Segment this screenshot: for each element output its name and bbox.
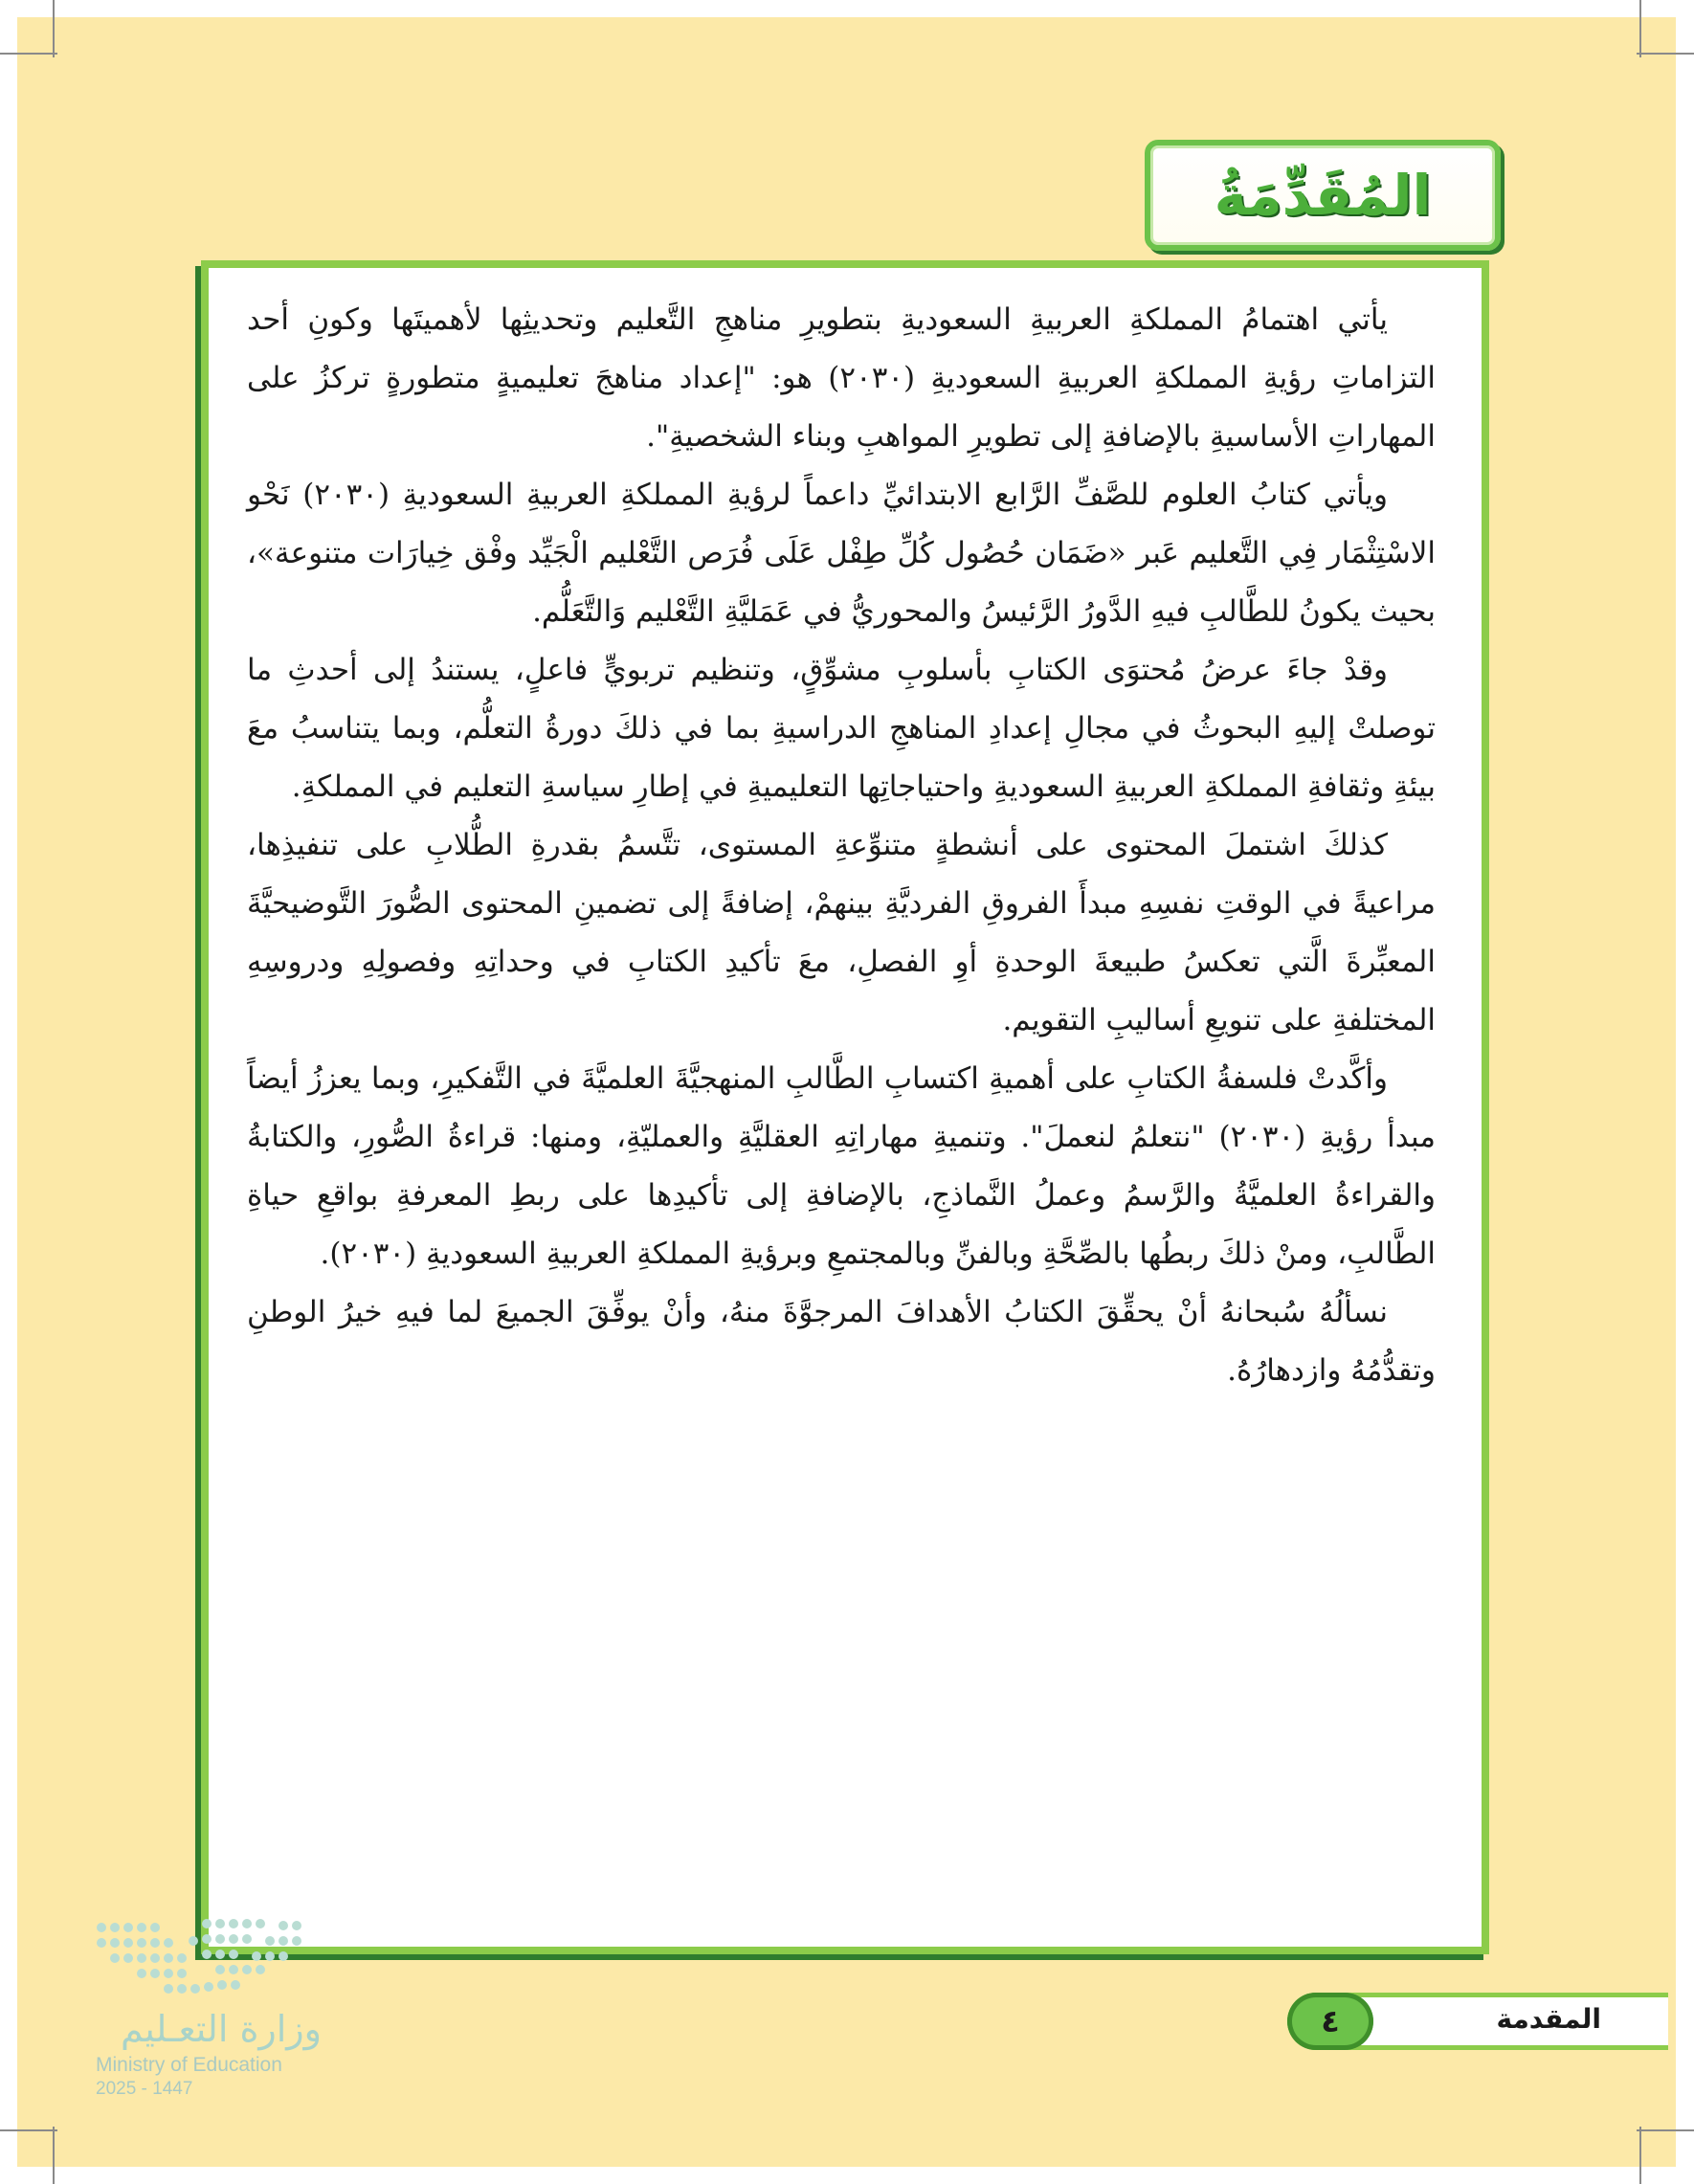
ministry-year: 2025 - 1447 bbox=[96, 2079, 193, 2099]
page-title: المُقَدِّمَةُ bbox=[1214, 163, 1432, 228]
paragraph: وأكَّدتْ فلسفةُ الكتابِ على أهميةِ اكتسابِ الطَّالبِ المنهجيَّةَ العلميَّةَ في التَّفكيرِ، وبما يعززُ أيضاً مبدأ رؤيةِ (٢٠٣٠) "نتعلمُ لنعملَ". وتنميةِ مهاراتِهِ العقليَّةِ والعمليّةِ، ومنها: قراءةُ الصُّورِ، والكتابةُ والقراءةُ العلميَّةُ والرَّسمُ وعملُ النَّماذجِ، بالإضافةِ إلى تأكيدِها على ربطِ المعرفةِ بواقعِ حياةِ الطَّالبِ، ومنْ ذلكَ ربطُها بالصِّحَّةِ وبالفنِّ وبالمجتمعِ وبرؤيةِ المملكةِ العربيةِ السعوديةِ (٢٠٣٠). bbox=[247, 1061, 1436, 1271]
ministry-name-arabic: وزارة التعـليم bbox=[120, 2008, 322, 2050]
paragraph: يأتي اهتمامُ المملكةِ العربيةِ السعوديةِ بتطويرِ مناهجِ التَّعليم وتحديثِها لأهميتَها وكونِ أحد التزاماتِ رؤيةِ المملكةِ العربيةِ السعوديةِ (٢٠٣٠) هو: "إعداد مناهجَ تعليميةٍ متطورةٍ تركزُ على المهاراتِ الأساسيةِ بالإضافةِ إلى تطويرِ المواهبِ وبناء الشخصيةِ". bbox=[247, 302, 1437, 454]
content-box bbox=[201, 260, 1489, 1954]
paragraph: نسألُهُ سُبحانهُ أنْ يحقِّقَ الكتابُ الأهدافَ المرجوَّةَ منهُ، وأنْ يوفِّقَ الجميعَ لما فيهِ خيرُ الوطنِ وتقدُّمُهُ وازدهارُهُ. bbox=[247, 1295, 1436, 1388]
page-number: ٤ bbox=[1287, 1993, 1373, 2050]
crop-mark bbox=[0, 2129, 57, 2131]
crop-mark bbox=[1637, 2129, 1694, 2131]
crop-mark bbox=[1637, 53, 1694, 55]
paragraph: كذلكَ اشتملَ المحتوى على أنشطةٍ متنوِّعةِ المستوى، تتَّسمُ بقدرةِ الطُّلابِ على تنفيذِها، مراعيةً في الوقتِ نفسِهِ مبدأَ الفروقِ الفرديَّةِ بينهمْ، إضافةً إلى تضمينِ المحتوى الصُّورَ التَّوضيحيَّةَ المعبِّرةَ الَّتي تعكسُ طبيعةَ الوحدةِ أوِ الفصلِ، معَ تأكيدِ الكتابِ في وحداتِهِ وفصولِهِ ودروسِهِ المختلفةِ على تنويعِ أساليبِ التقويم. bbox=[247, 828, 1436, 1037]
crop-mark bbox=[53, 2127, 55, 2184]
crop-mark bbox=[0, 53, 57, 55]
title-box bbox=[1145, 140, 1501, 251]
footer-section-label: المقدمة bbox=[1496, 2003, 1601, 2035]
paragraph: وقدْ جاءَ عرضُ مُحتوَى الكتابِ بأسلوبِ مشوِّقٍ، وتنظيم تربويٍّ فاعلٍ، يستندُ إلى أحدثِ ما توصلتْ إليهِ البحوثُ في مجالِ إعدادِ المناهجِ الدراسيةِ بما في ذلكَ دورةُ التعلُّم، وبما يتناسبُ معَ بيئةِ وثقافةِ المملكةِ العربيةِ السعوديةِ واحتياجاتِها التعليميةِ في إطارِ سياسةِ التعليم في المملكةِ. bbox=[247, 653, 1436, 804]
crop-mark bbox=[1639, 0, 1641, 57]
paragraph: ويأتي كتابُ العلوم للصَّفِّ الرَّابع الابتدائيِّ داعماً لرؤيةِ المملكةِ العربيةِ السعوديةِ (٢٠٣٠) نَحْو الاسْتِثْمَار فِي التَّعليم عَبر «ضَمَان حُصُول كُلِّ طِفْل عَلَى فُرَص التَّعْليم الْجَيِّد وفْق خِيارَات متنوعة»، بحيث يكونُ للطَّالبِ فيهِ الدَّورُ الرَّئيسُ والمحوريُّ في عَمَليَّةِ التَّعْليم وَالتَّعَلُّم. bbox=[247, 478, 1436, 629]
crop-mark bbox=[53, 0, 55, 57]
crop-mark bbox=[1639, 2127, 1641, 2184]
ministry-name-english: Ministry of Education bbox=[96, 2054, 282, 2076]
